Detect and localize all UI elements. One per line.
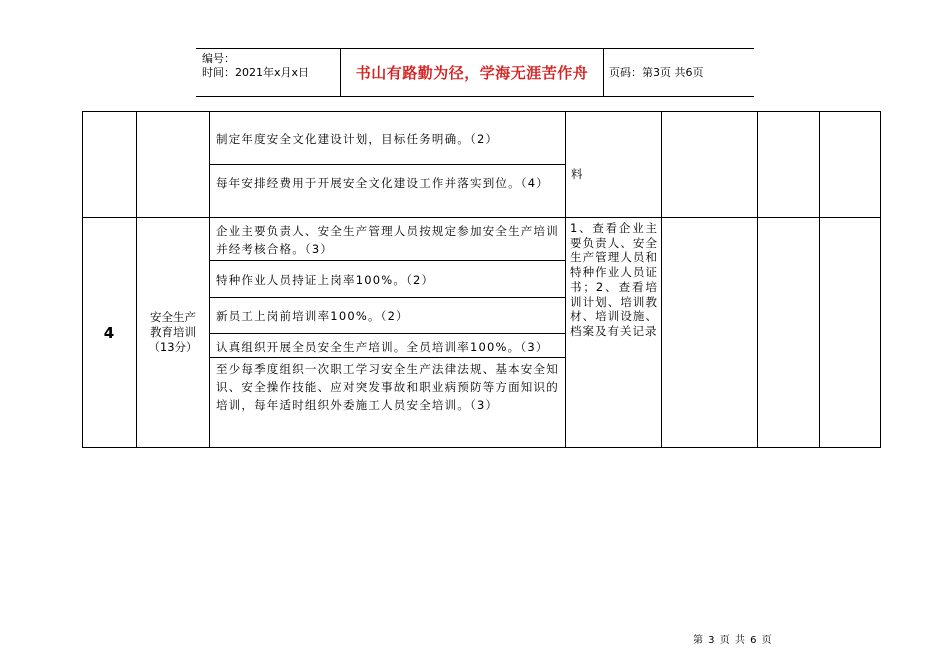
method-top: 料 — [571, 167, 584, 181]
section-number: 4 — [103, 323, 115, 342]
header-meta — [202, 52, 309, 80]
footer-page: 第 3 页 共 6 页 — [693, 635, 773, 646]
criteria-item-2: 特种作业人员持证上岗率100%。（2） — [216, 273, 435, 287]
category-line-1: 安全生产 — [150, 310, 196, 324]
criteria-item-5: 至少每季度组织一次职工学习安全生产法律法规、基本安全知识、安全操作技能、应对突发事故和职业病预防等方面知识的培训，每年适时组织外委施工人员安全培训。（3） — [216, 362, 559, 412]
criteria-item-1: 企业主要负责人、安全生产管理人员按规定参加安全生产培训并经考核合格。（3） — [216, 224, 559, 256]
header-bottom-rule — [196, 96, 754, 97]
criteria-item-3: 新员工上岗前培训率100%。（2） — [216, 309, 409, 323]
category-line-2: 教育培训 — [150, 325, 196, 339]
header-divider-2 — [603, 48, 604, 96]
criteria-row-1: 制定年度安全文化建设计划，目标任务明确。（2） — [216, 132, 499, 146]
category-line-3: （13分） — [148, 340, 198, 354]
header-motto: 书山有路勤为径，学海无涯苦作舟 — [355, 63, 589, 82]
time-label: 时间：2021年x月x日 — [202, 66, 310, 79]
header-page-label: 页码：第3页 共6页 — [609, 66, 704, 79]
section-method: 1、查看企业主要负责人、安全生产管理人员和特种作业人员证书；2、查看培训计划、培训教材、培训设施、档案及有关记录 — [570, 221, 658, 338]
criteria-item-4: 认真组织开展全员安全生产培训。全员培训率100%。（3） — [216, 340, 549, 354]
section-category — [137, 310, 209, 355]
criteria-row-2: 每年安排经费用于开展安全文化建设工作并落实到位。（4） — [216, 176, 549, 190]
serial-label: 编号： — [202, 52, 235, 65]
